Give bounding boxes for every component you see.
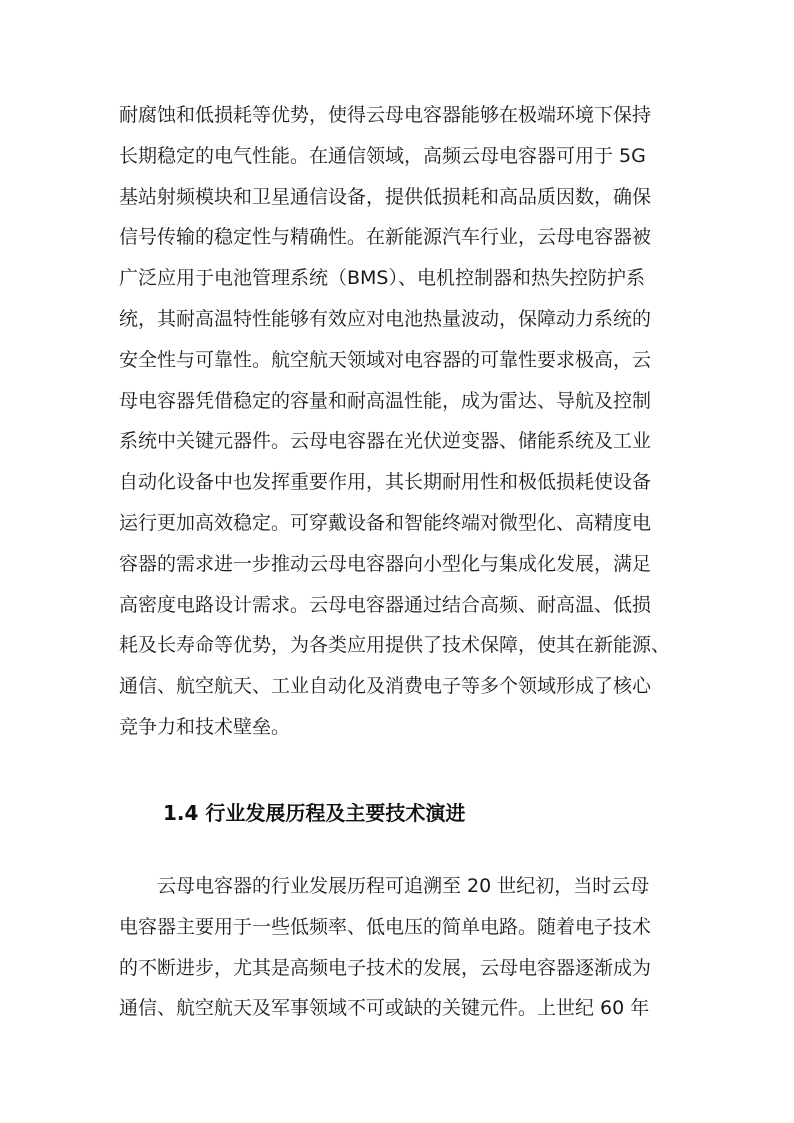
text-line: 统，其耐高温特性能够有效应对电池热量波动，保障动力系统的: [119, 307, 652, 330]
text-line: 通信、航空航天及军事领域不可或缺的关键元件。上世纪 60 年: [119, 997, 650, 1020]
text-line: 长期稳定的电气性能。在通信领域，高频云母电容器可用于 5G: [119, 144, 646, 167]
text-line: 的不断进步，尤其是高频电子技术的发展，云母电容器逐渐成为: [119, 956, 652, 979]
text-line: 基站射频模块和卫星通信设备，提供低损耗和高品质因数，确保: [119, 185, 652, 208]
text-line: 安全性与可靠性。航空航天领域对电容器的可靠性要求极高，云: [119, 348, 652, 371]
paragraph-applications: [119, 95, 675, 748]
paragraph-history: [119, 866, 675, 1029]
text-line: 运行更加高效稳定。可穿戴设备和智能终端对微型化、高精度电: [119, 511, 652, 534]
text-line: 母电容器凭借稳定的容量和耐高温性能，成为雷达、导航及控制: [119, 389, 652, 412]
text-line: 自动化设备中也发挥重要作用，其长期耐用性和极低损耗使设备: [119, 471, 652, 494]
text-line: 耗及长寿命等优势，为各类应用提供了技术保障，使其在新能源、: [119, 634, 671, 657]
section-heading: 1.4 行业发展历程及主要技术演进: [163, 801, 466, 825]
text-line: 广泛应用于电池管理系统（BMS）、电机控制器和热失控防护系: [119, 267, 645, 290]
text-line: 信号传输的稳定性与精确性。在新能源汽车行业，云母电容器被: [119, 226, 652, 249]
text-line: 电容器主要用于一些低频率、低电压的简单电路。随着电子技术: [119, 915, 652, 938]
text-line: 容器的需求进一步推动云母电容器向小型化与集成化发展，满足: [119, 552, 652, 575]
text-line: 云母电容器的行业发展历程可追溯至 20 世纪初，当时云母: [157, 875, 650, 897]
text-line: 竞争力和技术壁垒。: [119, 715, 291, 738]
text-line: 系统中关键元器件。云母电容器在光伏逆变器、储能系统及工业: [119, 430, 652, 453]
text-line: 高密度电路设计需求。云母电容器通过结合高频、耐高温、低损: [119, 593, 652, 616]
text-line: 通信、航空航天、工业自动化及消费电子等多个领域形成了核心: [119, 675, 652, 698]
text-line: 耐腐蚀和低损耗等优势，使得云母电容器能够在极端环境下保持: [119, 104, 652, 126]
